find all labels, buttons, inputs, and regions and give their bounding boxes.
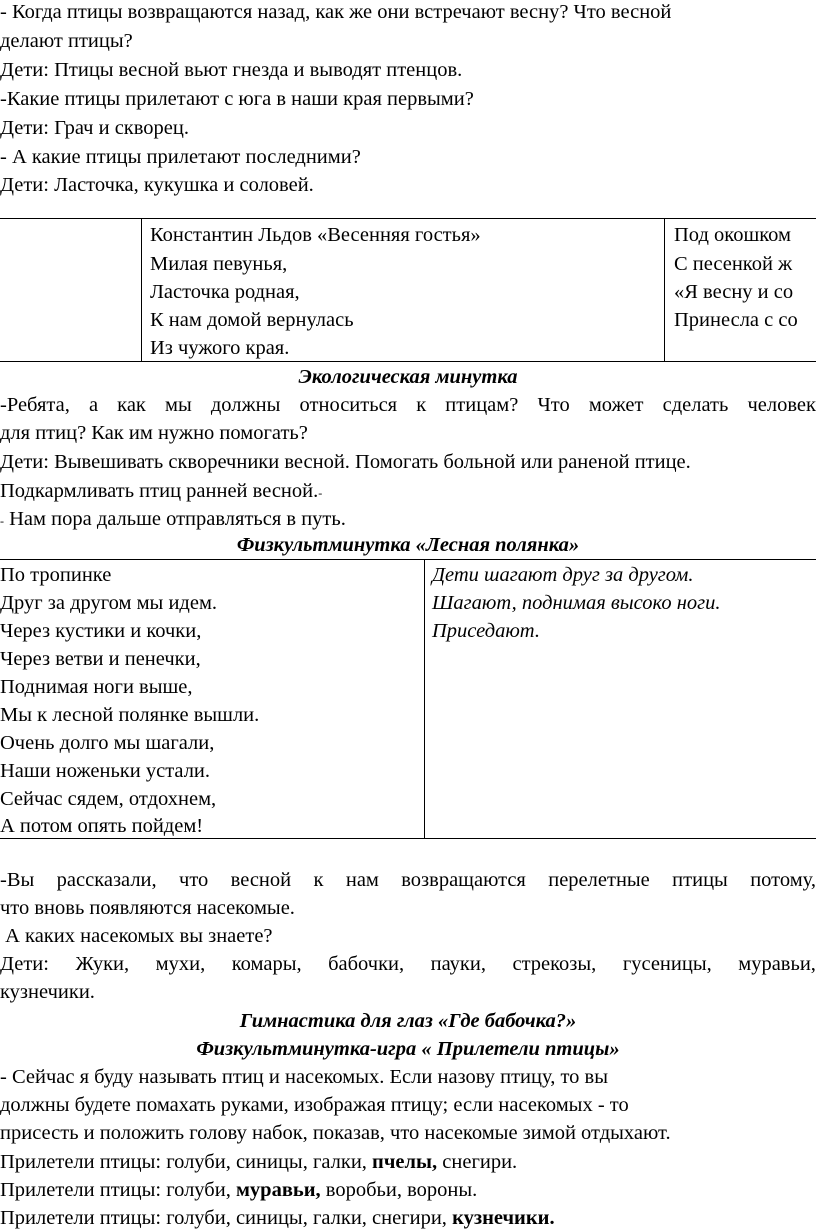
word: возвращаются — [401, 869, 526, 891]
eco-line-3: Дети: Вывешивать скворечники весной. Помогать больной или раненой птице. — [0, 451, 691, 473]
fizk-table-divider — [424, 559, 425, 838]
round-2-insect: муравьи, — [235, 1179, 321, 1201]
word: стрекозы, — [512, 953, 597, 975]
word: к — [416, 394, 427, 416]
fizk-verse-line: Через ветви и пенечки, — [0, 648, 201, 670]
word: птицы — [672, 869, 728, 891]
poem-continuation: Принесла с со — [674, 309, 798, 331]
game-round-2 — [0, 1176, 477, 1204]
poem-line: Милая певунья, — [150, 253, 288, 275]
word: гусеницы, — [622, 953, 712, 975]
round-3-insect: кузнечики. — [452, 1207, 555, 1229]
poem-line: К нам домой вернулась — [150, 309, 354, 331]
word: Что — [537, 394, 570, 416]
table-border-top — [0, 218, 816, 219]
word: весной — [230, 869, 292, 891]
word: а — [88, 394, 99, 416]
fizk-verse-line: Мы к лесной полянке вышли. — [0, 704, 260, 726]
word: должны — [210, 394, 281, 416]
fizk-verse-line: Сейчас сядем, отдохнем, — [0, 788, 217, 810]
insects-line-3: А каких насекомых вы знаете? — [0, 925, 273, 947]
fizk-verse-line: Очень долго мы шагали, — [0, 732, 215, 754]
intro-line-1: - Когда птицы возвращаются назад, как же они встречают весну? Что весной — [0, 1, 672, 23]
word: перелетные — [548, 869, 650, 891]
word: мухи, — [155, 953, 206, 975]
fizk-verse-line: Друг за другом мы идем. — [0, 592, 218, 614]
round-2-end: воробьи, вороны. — [320, 1179, 478, 1201]
eco-line-2: для птиц? Как им нужно помогать? — [0, 422, 308, 444]
word: мы — [165, 394, 192, 416]
word: муравьи, — [738, 953, 816, 975]
table-divider-2 — [664, 218, 665, 361]
round-2-text: Прилетели птицы: голуби, — [0, 1179, 236, 1201]
eco-line-4 — [0, 477, 322, 507]
word: относиться — [299, 394, 398, 416]
intro-line-4: -Какие птицы прилетают с юга в наши края первыми? — [0, 88, 474, 110]
game-line-2: должны будете помахать руками, изображая птицу; если насекомых - то — [0, 1094, 629, 1116]
eco-line-4-dash: - — [318, 486, 323, 500]
fizk-verse-line: По тропинке — [0, 564, 112, 586]
word: -Ребята, — [0, 394, 70, 416]
fizk-action: Дети шагают друг за другом. — [432, 564, 694, 586]
word: комары, — [231, 953, 302, 975]
eco-line-5-text: Нам пора дальше отправляться в путь. — [4, 508, 346, 530]
game-round-1 — [0, 1148, 517, 1176]
word: рассказали, — [56, 869, 157, 891]
table-divider-1 — [141, 218, 142, 361]
poem-line: Из чужого края. — [150, 337, 290, 359]
word: птицам? — [445, 394, 519, 416]
insects-line-5: кузнечики. — [0, 981, 95, 1003]
word: сделать — [662, 394, 729, 416]
intro-line-2: делают птицы? — [0, 30, 133, 52]
word: к — [313, 869, 324, 891]
insects-line-2: что вновь появляются насекомые. — [0, 897, 295, 919]
poem-continuation: С песенкой ж — [674, 253, 793, 275]
poem-line: Ласточка родная, — [150, 281, 300, 303]
eco-line-4-text: Подкармливать птиц ранней весной. — [0, 480, 319, 502]
game-round-3 — [0, 1204, 555, 1232]
fizk-verse-line: Наши ноженьки устали. — [0, 760, 211, 782]
gym-heading: Гимнастика для глаз «Где бабочка?» — [239, 1010, 577, 1032]
round-1-insect: пчелы, — [372, 1151, 438, 1173]
fizk-verse-line: Через кустики и кочки, — [0, 620, 202, 642]
round-1-text: Прилетели птицы: голуби, синицы, галки, — [0, 1151, 373, 1173]
eco-heading: Экологическая минутка — [298, 366, 518, 388]
table-border-bottom — [0, 361, 816, 362]
word: Жуки, — [75, 953, 130, 975]
fizk-verse-line: Поднимая ноги выше, — [0, 676, 193, 698]
eco-line-1 — [0, 391, 816, 419]
poem-title: Константин Льдов «Весенняя гостья» — [150, 224, 481, 246]
eco-line-5-dash: - — [0, 514, 4, 528]
intro-line-5: Дети: Грач и скворец. — [0, 117, 189, 139]
fizk-verse-line: А потом опять пойдем! — [0, 815, 204, 837]
game-line-1: - Сейчас я буду называть птиц и насекомых. Если назову птицу, то вы — [0, 1066, 608, 1088]
intro-line-6: - А какие птицы прилетают последними? — [0, 146, 361, 168]
fizk-action: Шагают, поднимая высоко ноги. — [432, 592, 721, 614]
round-3-text: Прилетели птицы: голуби, синицы, галки, снегири, — [0, 1207, 453, 1229]
word: как — [117, 394, 146, 416]
intro-line-3: Дети: Птицы весной вьют гнезда и выводят птенцов. — [0, 59, 463, 81]
word: бабочки, — [328, 953, 405, 975]
game-heading: Физкультминутка-игра « Прилетели птицы» — [196, 1038, 620, 1060]
fizk-table-top — [0, 559, 816, 560]
word: потому, — [750, 869, 816, 891]
game-line-3: присесть и положить голову набок, показав, что насекомые зимой отдыхают. — [0, 1122, 671, 1144]
word: нам — [345, 869, 379, 891]
word: человек — [747, 394, 816, 416]
word: -Вы — [0, 869, 35, 891]
intro-line-7: Дети: Ласточка, кукушка и соловей. — [0, 174, 314, 196]
round-1-end: снегири. — [437, 1151, 518, 1173]
fizk-heading: Физкультминутка «Лесная полянка» — [236, 534, 580, 556]
word: может — [588, 394, 644, 416]
insects-line-4 — [0, 950, 816, 978]
fizk-action: Приседают. — [432, 620, 540, 642]
insects-line-1 — [0, 866, 816, 894]
word: что — [179, 869, 209, 891]
word: пауки, — [430, 953, 486, 975]
poem-continuation: Под окошком — [674, 224, 791, 246]
poem-continuation: «Я весну и со — [674, 281, 794, 303]
word: Дети: — [0, 953, 49, 975]
